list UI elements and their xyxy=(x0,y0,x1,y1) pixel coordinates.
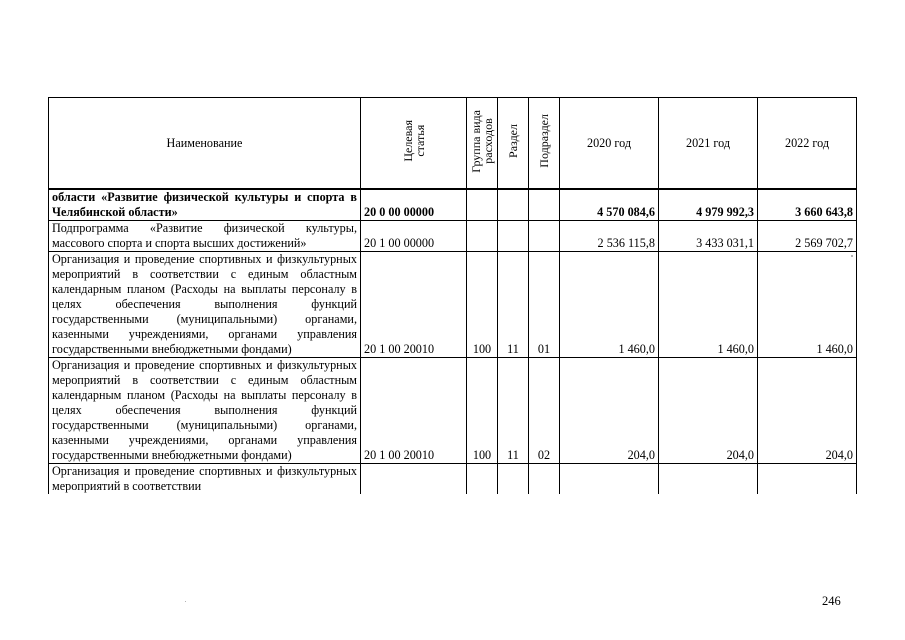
row-value-2021: 204,0 xyxy=(659,358,758,464)
row-name: Организация и проведение спортивных и физкультурных мероприятий в соответствии xyxy=(49,464,361,495)
header-subsection: Подраздел xyxy=(529,98,560,190)
row-value-2022: 204,0 xyxy=(758,358,857,464)
table-header-row xyxy=(49,98,857,190)
scan-speck xyxy=(851,255,853,257)
row-group xyxy=(467,221,498,252)
header-year-2022: 2022 год xyxy=(758,98,857,190)
row-code: 20 0 00 00000 xyxy=(361,189,467,221)
table-row xyxy=(49,221,857,252)
row-group xyxy=(467,464,498,495)
row-section: 11 xyxy=(498,358,529,464)
row-value-2021 xyxy=(659,464,758,495)
budget-table xyxy=(48,97,857,494)
row-section xyxy=(498,189,529,221)
header-name: Наименование xyxy=(49,98,361,190)
row-section xyxy=(498,464,529,495)
row-section xyxy=(498,221,529,252)
row-subsection xyxy=(529,189,560,221)
row-name: Организация и проведение спортивных и физкультурных мероприятий в соответствии с единым областным календарным планом (Расходы на выплаты персоналу в целях обеспечения выполнения функций государственными (муниципальными) органами, казенными учреждениями, органами управления государственными внебюджетными фондами) xyxy=(49,252,361,358)
row-subsection xyxy=(529,464,560,495)
row-section: 11 xyxy=(498,252,529,358)
page-number: 246 xyxy=(822,594,841,608)
row-value-2022: 1 460,0 xyxy=(758,252,857,358)
row-value-2020: 2 536 115,8 xyxy=(560,221,659,252)
row-value-2021: 1 460,0 xyxy=(659,252,758,358)
header-target-article: Целевая статья xyxy=(361,98,467,190)
row-subsection: 01 xyxy=(529,252,560,358)
row-value-2020: 1 460,0 xyxy=(560,252,659,358)
row-code: 20 1 00 00000 xyxy=(361,221,467,252)
row-name: Подпрограмма «Развитие физической культуры, массового спорта и спорта высших достижений» xyxy=(49,221,361,252)
row-name: области «Развитие физической культуры и спорта в Челябинской области» xyxy=(49,189,361,221)
row-value-2022 xyxy=(758,464,857,495)
row-value-2020 xyxy=(560,464,659,495)
row-value-2021: 3 433 031,1 xyxy=(659,221,758,252)
row-name: Организация и проведение спортивных и физкультурных мероприятий в соответствии с единым областным календарным планом (Расходы на выплаты персоналу в целях обеспечения выполнения функций государственными (муниципальными) органами, казенными учреждениями, органами управления государственными внебюджетными фондами) xyxy=(49,358,361,464)
table-row xyxy=(49,189,857,221)
header-section: Раздел xyxy=(498,98,529,190)
row-value-2020: 4 570 084,6 xyxy=(560,189,659,221)
row-group: 100 xyxy=(467,252,498,358)
table-row xyxy=(49,464,857,495)
header-year-2021: 2021 год xyxy=(659,98,758,190)
row-subsection: 02 xyxy=(529,358,560,464)
header-expense-group: Группа вида расходов xyxy=(467,98,498,190)
table-row xyxy=(49,252,857,358)
row-code: 20 1 00 20010 xyxy=(361,358,467,464)
scan-speck xyxy=(185,601,186,602)
row-value-2020: 204,0 xyxy=(560,358,659,464)
row-value-2022: 2 569 702,7 xyxy=(758,221,857,252)
row-value-2022: 3 660 643,8 xyxy=(758,189,857,221)
header-year-2020: 2020 год xyxy=(560,98,659,190)
row-subsection xyxy=(529,221,560,252)
table-row xyxy=(49,358,857,464)
row-code xyxy=(361,464,467,495)
row-value-2021: 4 979 992,3 xyxy=(659,189,758,221)
row-code: 20 1 00 20010 xyxy=(361,252,467,358)
row-group: 100 xyxy=(467,358,498,464)
row-group xyxy=(467,189,498,221)
